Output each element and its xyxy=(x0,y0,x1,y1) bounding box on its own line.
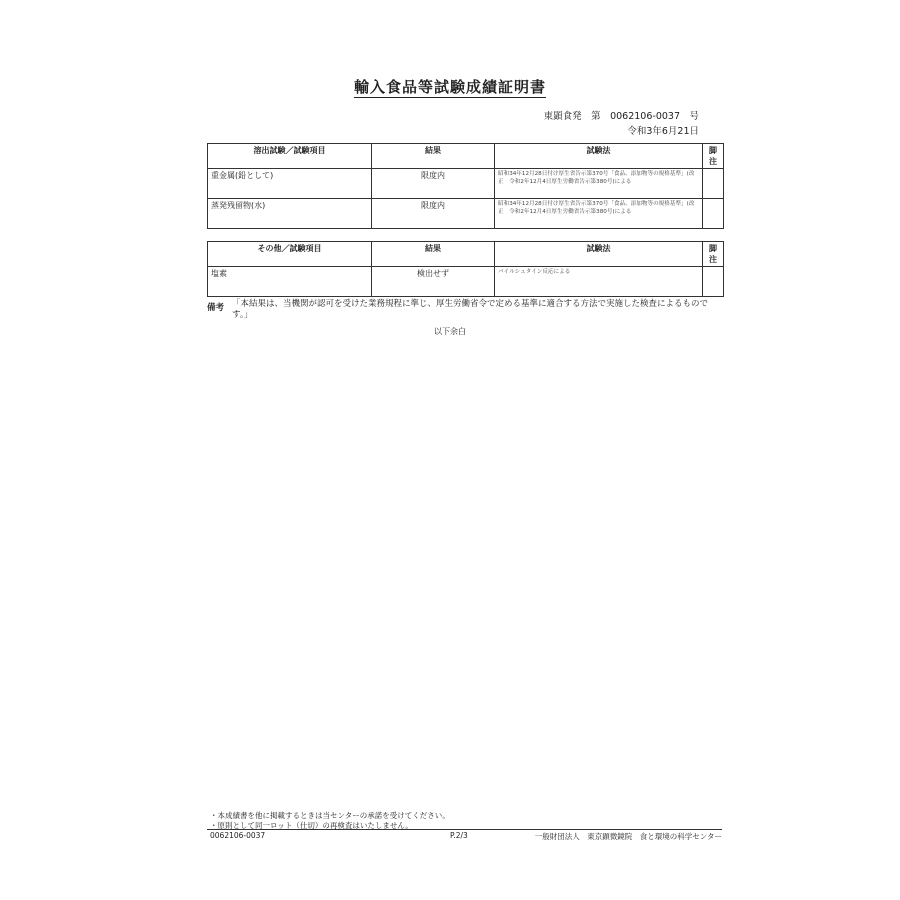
test-item: 塩素 xyxy=(208,267,372,297)
remarks-text: 「本結果は、当機関が認可を受けた業務規程に準じ、厚生労働省令で定める基準に適合する方法で実施した検査によるものです。」 xyxy=(232,299,709,320)
issue-date: 令和3年6月21日 xyxy=(627,126,699,137)
test-note xyxy=(703,199,724,229)
end-of-content-marker: 以下余白 xyxy=(434,327,466,336)
column-header-item: その他／試験項目 xyxy=(208,242,372,267)
table-row xyxy=(208,267,724,297)
column-header-note: 脚注 xyxy=(703,242,724,267)
test-note xyxy=(703,169,724,199)
test-method: 昭和34年12月28日付け厚生省告示第370号「食品、添加物等の規格基準」(改正 令和2年12月4日厚生労働省告示第380号)による xyxy=(495,169,703,199)
table-header-row xyxy=(208,242,724,267)
table-row xyxy=(208,199,724,229)
column-header-note: 脚注 xyxy=(703,144,724,169)
column-header-method: 試験法 xyxy=(495,242,703,267)
footer-divider xyxy=(207,829,722,830)
test-method: バイルシュタイン反応による xyxy=(495,267,703,297)
table-row xyxy=(208,169,724,199)
test-item: 蒸発残留物(水) xyxy=(208,199,372,229)
column-header-result: 結果 xyxy=(372,144,495,169)
document-title: 輸入食品等試験成績証明書 xyxy=(353,78,546,96)
footer-note-retest: ・原則として同一ロット（仕切）の再検査はいたしません。 xyxy=(210,821,413,830)
footer-organization: 一般財団法人 東京顕微鏡院 食と環境の科学センター xyxy=(534,832,722,841)
test-method: 昭和34年12月28日付け厚生省告示第370号「食品、添加物等の規格基準」(改正 令和2年12月4日厚生労働省告示第380号)による xyxy=(495,199,703,229)
remarks-label: 備考 xyxy=(207,303,225,313)
table-header-row xyxy=(208,144,724,169)
column-header-item: 溶出試験／試験項目 xyxy=(208,144,372,169)
other-test-table xyxy=(207,241,724,297)
column-header-result: 結果 xyxy=(372,242,495,267)
test-item: 重金属(鉛として) xyxy=(208,169,372,199)
test-result: 限度内 xyxy=(372,169,495,199)
footer-note-publication: ・本成績書を他に掲載するときは当センターの承諾を受けてください。 xyxy=(210,811,450,820)
footer-document-id: 0062106-0037 xyxy=(210,831,266,840)
test-result: 検出せず xyxy=(372,267,495,297)
certificate-number: 東顕食発 第 0062106-0037 号 xyxy=(543,111,699,122)
footer-page-number: P.2/3 xyxy=(450,831,468,840)
test-note xyxy=(703,267,724,297)
column-header-method: 試験法 xyxy=(495,144,703,169)
elution-test-table xyxy=(207,143,724,229)
test-result: 限度内 xyxy=(372,199,495,229)
